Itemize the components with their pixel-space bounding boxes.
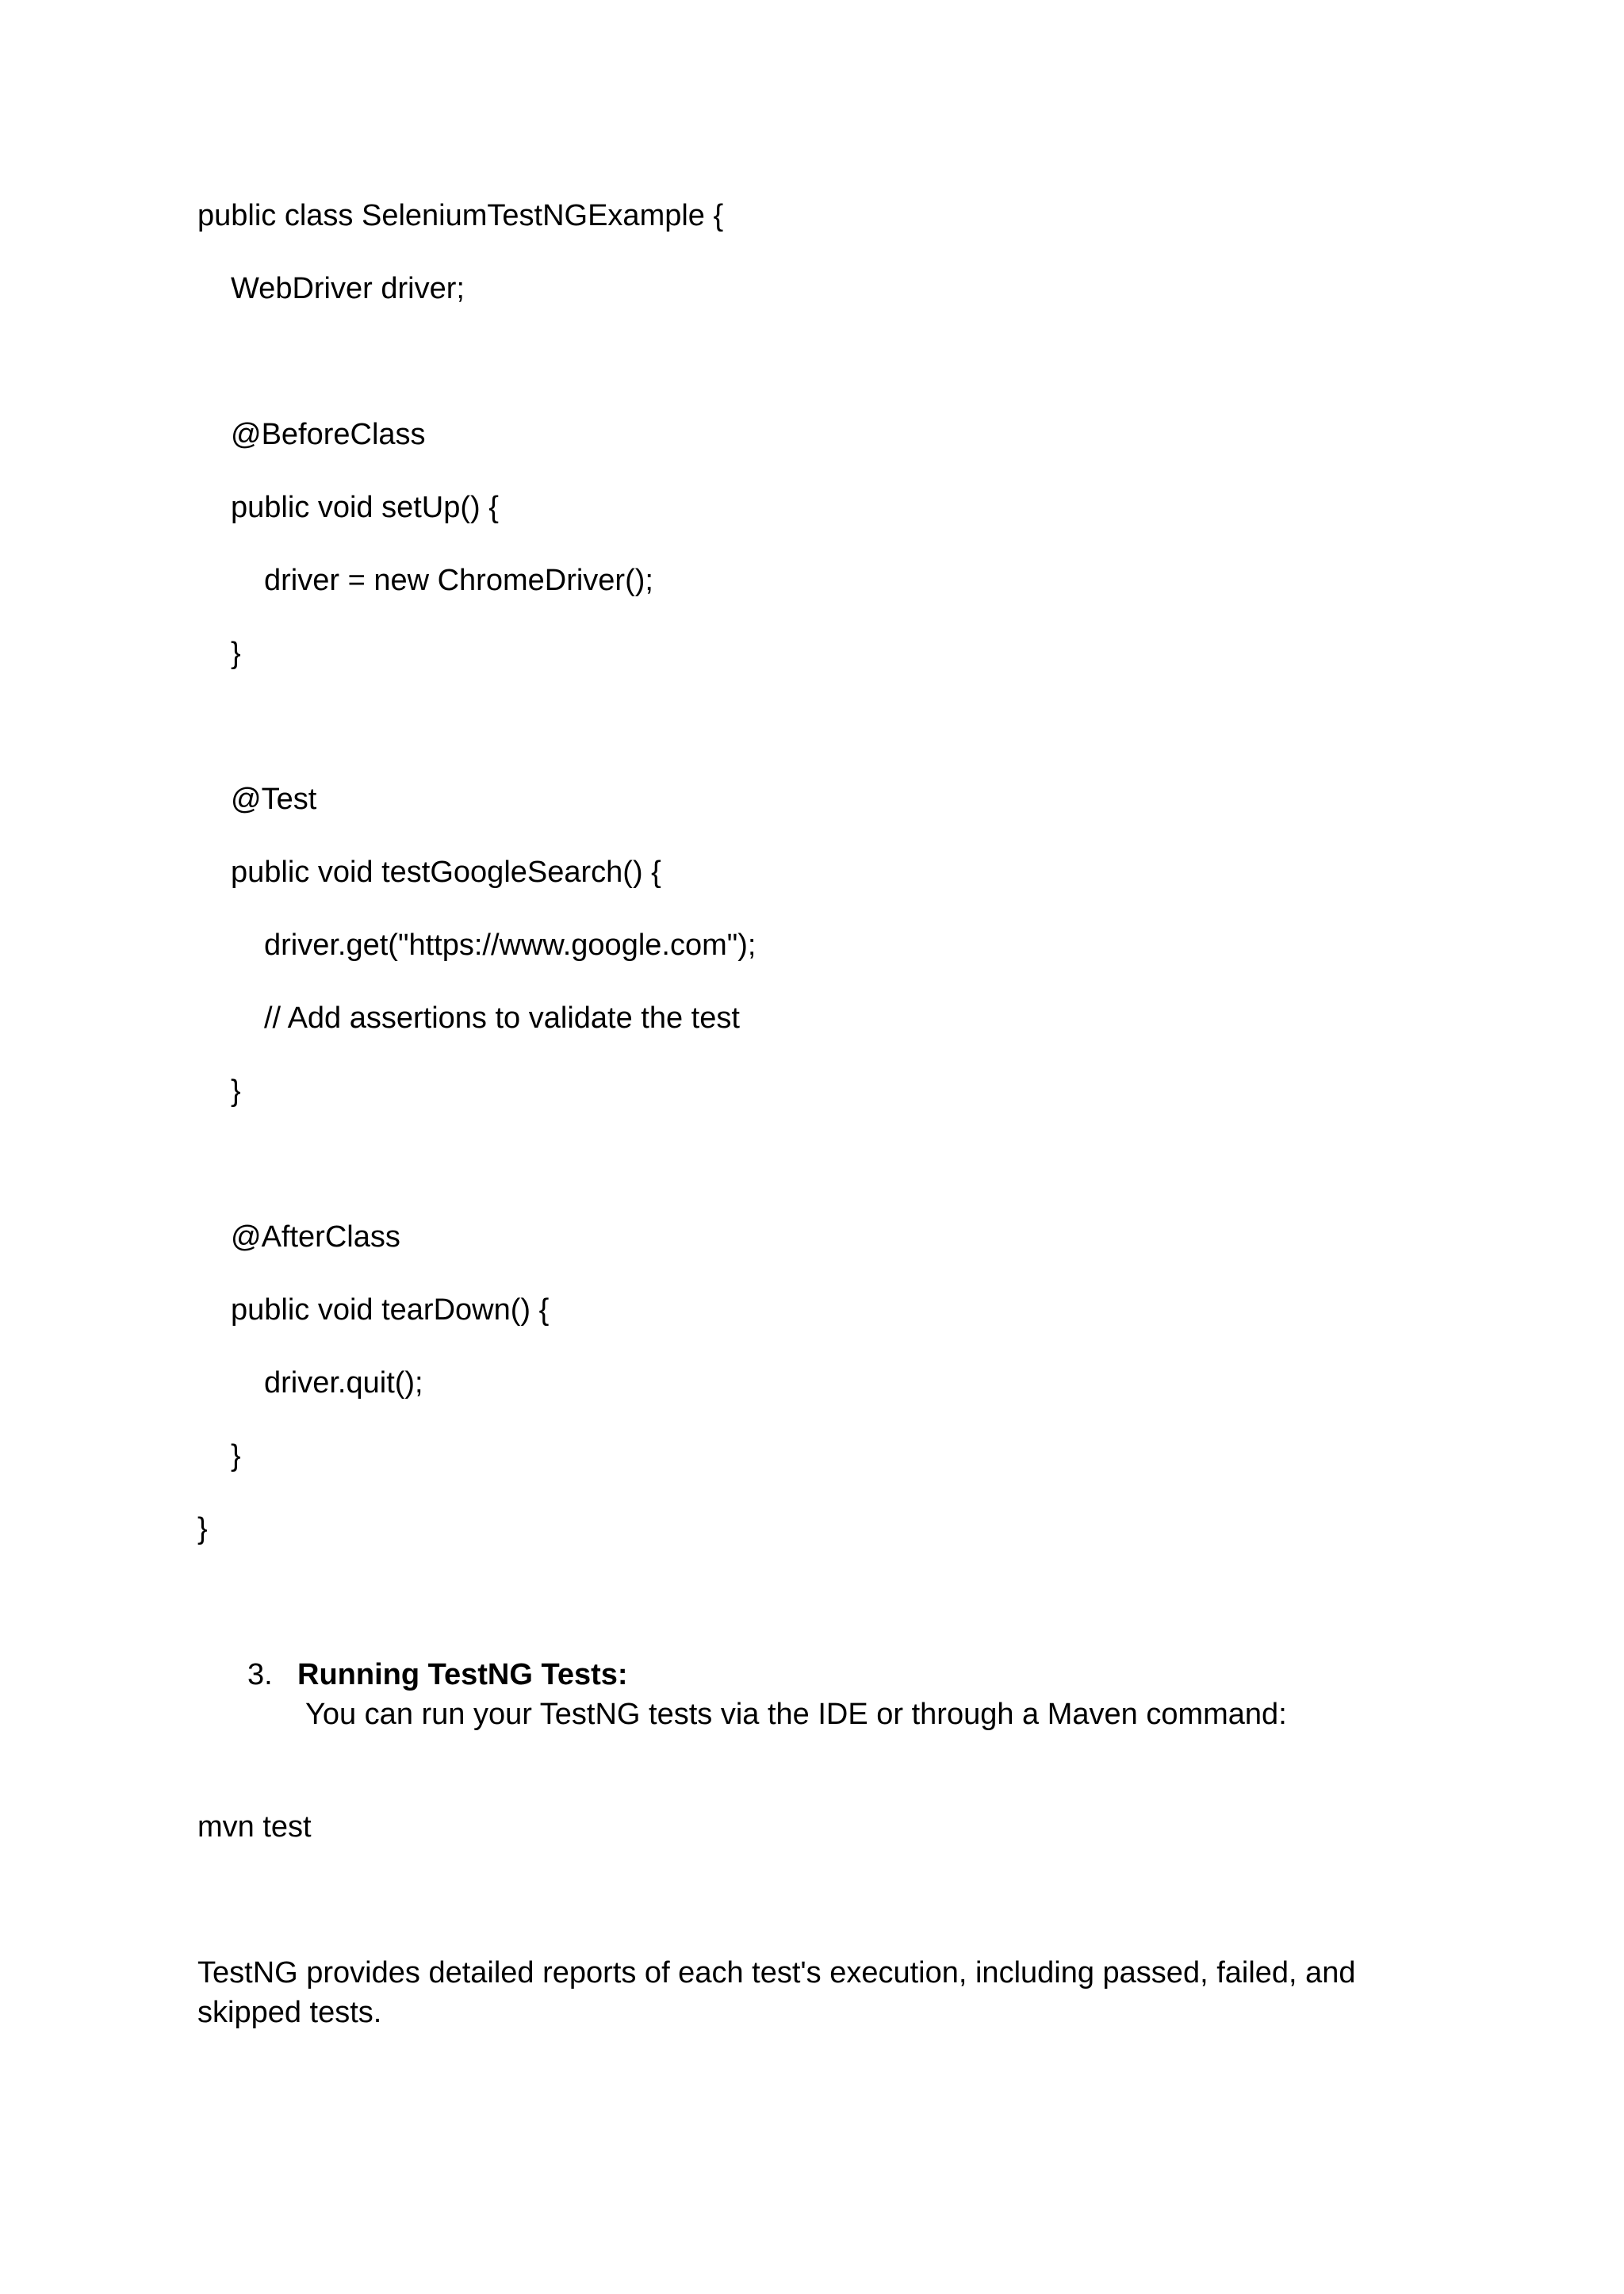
code-line: driver = new ChromeDriver();: [264, 564, 653, 597]
code-line: }: [197, 1512, 208, 1545]
list-item-title: Running TestNG Tests:: [297, 1658, 628, 1691]
code-line: driver.quit();: [264, 1366, 423, 1400]
code-line: @Test: [231, 783, 317, 816]
code-line: WebDriver driver;: [231, 272, 465, 305]
code-line: // Add assertions to validate the test: [264, 1001, 740, 1035]
code-line: public void testGoogleSearch() {: [231, 856, 661, 889]
list-item-body: You can run your TestNG tests via the IDE or through a Maven command:: [305, 1698, 1287, 1731]
code-line: @AfterClass: [231, 1220, 400, 1254]
code-line: public void tearDown() {: [231, 1293, 550, 1327]
command-line: mvn test: [197, 1810, 312, 1844]
code-line: @BeforeClass: [231, 418, 426, 451]
code-line: }: [231, 1439, 241, 1473]
code-line: }: [231, 1074, 241, 1108]
code-line: public class SeleniumTestNGExample {: [197, 199, 724, 232]
code-line: driver.get("https://www.google.com");: [264, 929, 756, 962]
closing-paragraph: TestNG provides detailed reports of each test's execution, including passed, failed, and skipped tests.: [197, 1956, 1356, 2029]
code-line: public void setUp() {: [231, 491, 499, 524]
code-line: }: [231, 637, 241, 670]
list-number: 3.: [247, 1658, 273, 1691]
